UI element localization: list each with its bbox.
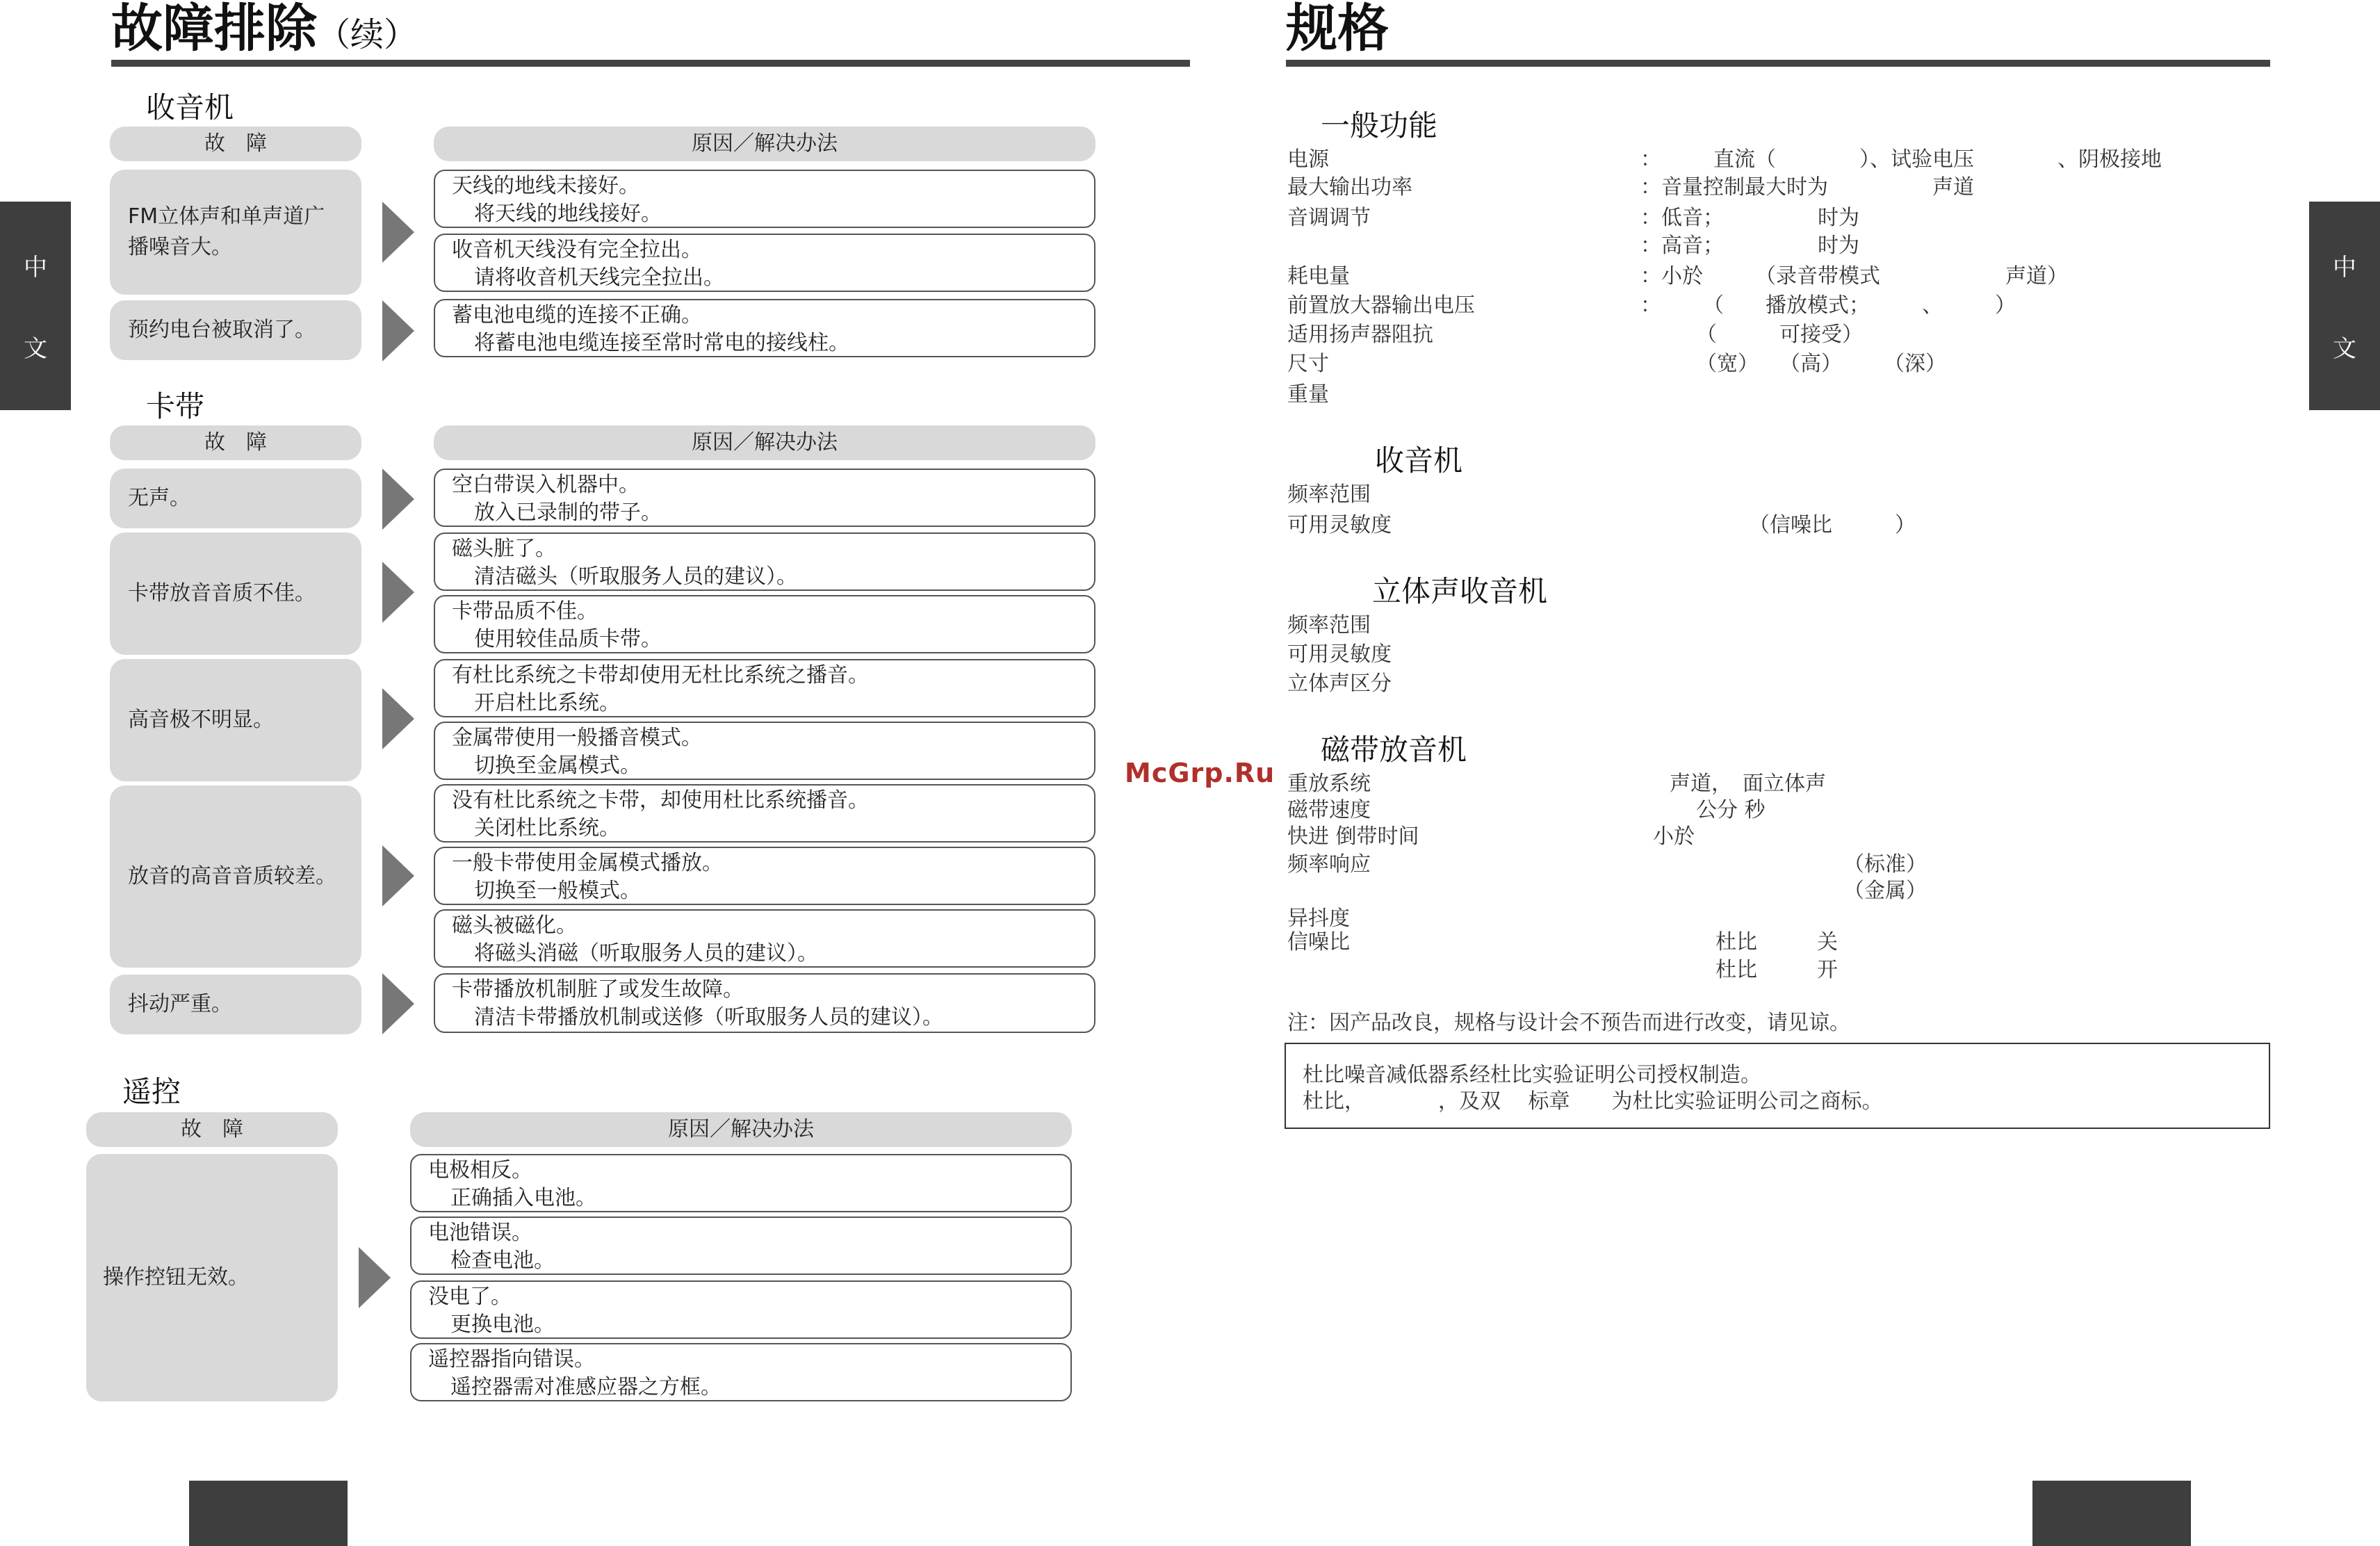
spec-value: 杜比	[1715, 930, 1757, 954]
spec-label: 频率范围	[1287, 613, 1371, 637]
section-heading-stereo: 立体声收音机	[1372, 574, 1548, 608]
cause-text: 磁头脏了。	[452, 537, 556, 561]
cause-box	[434, 784, 1095, 843]
column-header-fault: 故 障	[86, 1112, 338, 1147]
column-header-cause: 原因／解决办法	[434, 127, 1095, 161]
cause-box	[410, 1154, 1072, 1212]
fix-text: 切换至一般模式。	[474, 879, 641, 903]
spec-value: ： （ 播放模式； 、 ）	[1640, 293, 2016, 318]
spec-label: 可用灵敏度	[1287, 642, 1392, 667]
cause-text: 收音机天线没有完全拉出。	[452, 238, 702, 262]
cause-box	[434, 595, 1095, 653]
fix-text: 遥控器需对准感应器之方框。	[450, 1375, 722, 1399]
spec-value: （信噪比 ）	[1749, 513, 1916, 537]
section-heading-radio: 收音机	[146, 90, 234, 124]
cause-text: 电极相反。	[428, 1158, 532, 1182]
arrow-right-icon	[382, 469, 414, 530]
section-heading-radio-spec: 收音机	[1375, 444, 1463, 478]
cause-box	[434, 722, 1095, 780]
problem-cell: FM立体声和单声道广播噪音大。	[110, 170, 361, 295]
fix-text: 清洁磁头（听取服务人员的建议）。	[474, 564, 797, 589]
column-header-fault: 故 障	[110, 425, 361, 460]
cause-box	[434, 170, 1095, 228]
spec-value: 小於	[1653, 824, 1695, 849]
spec-label: 尺寸	[1287, 352, 1329, 376]
cause-box	[434, 909, 1095, 968]
cause-text: 金属带使用一般播音模式。	[452, 726, 702, 750]
title-rule	[111, 60, 1190, 67]
cause-text: 天线的地线未接好。	[452, 174, 639, 198]
spec-value: 开	[1817, 958, 1838, 982]
cause-text: 没有杜比系统之卡带，却使用杜比系统播音。	[452, 788, 869, 813]
arrow-right-icon	[382, 202, 414, 263]
cause-text: 电池错误。	[428, 1221, 532, 1245]
spec-value: ：小於 （录音带模式 声道）	[1640, 264, 2068, 288]
section-heading-general: 一般功能	[1321, 108, 1438, 143]
spec-label: 频率响应	[1287, 852, 1371, 877]
spec-label: 音调调节	[1287, 206, 1371, 230]
problem-cell: 放音的高音音质较差。	[110, 786, 361, 968]
cause-box	[434, 659, 1095, 717]
dolby-trademark-box	[1285, 1043, 2270, 1129]
fix-text: 将天线的地线接好。	[474, 202, 662, 226]
spec-label: 电源	[1287, 147, 1329, 172]
cause-box	[434, 299, 1095, 357]
page-footer-block	[189, 1481, 348, 1546]
spec-label: 耗电量	[1287, 264, 1350, 288]
spec-label: 磁带速度	[1287, 798, 1371, 822]
spec-value: （ 可接受）	[1696, 323, 1863, 347]
cause-text: 一般卡带使用金属模式播放。	[452, 851, 723, 875]
spec-label: 频率范围	[1287, 482, 1371, 507]
dolby-line: 杜比， ，及双 标章 为杜比实验证明公司之商标。	[1303, 1089, 1883, 1114]
spec-label: 异抖度	[1287, 906, 1350, 931]
cause-text: 空白带误入机器中。	[452, 473, 639, 497]
problem-cell: 无声。	[110, 469, 361, 528]
spec-value: 杜比	[1715, 958, 1757, 982]
fix-text: 更换电池。	[450, 1312, 555, 1337]
page-footer-block	[2032, 1481, 2191, 1546]
column-header-fault: 故 障	[110, 127, 361, 161]
page-title-text: 故障排除	[111, 0, 317, 58]
watermark: McGrp.Ru	[1125, 758, 1275, 788]
spec-label: 快进 倒带时间	[1287, 824, 1419, 849]
spec-value: （金属）	[1843, 879, 1927, 903]
cause-box	[434, 847, 1095, 905]
arrow-right-icon	[382, 562, 414, 623]
spec-value: （宽） （高） （深）	[1696, 352, 1946, 376]
spec-label: 最大输出功率	[1287, 175, 1412, 200]
arrow-right-icon	[382, 845, 414, 906]
fix-text: 开启杜比系统。	[474, 691, 620, 715]
column-header-cause: 原因／解决办法	[410, 1112, 1072, 1147]
cause-box	[410, 1343, 1072, 1401]
problem-cell: 抖动严重。	[110, 975, 361, 1034]
spec-label: 重量	[1287, 382, 1329, 407]
spec-value: ： 直流（ ）、试验电压 、阴极接地	[1640, 147, 2162, 172]
spec-label: 立体声区分	[1287, 672, 1392, 696]
spec-value: ：高音； 时为	[1640, 234, 1859, 258]
spec-label: 可用灵敏度	[1287, 513, 1392, 537]
spec-value: ：低音； 时为	[1640, 206, 1859, 230]
spec-value: （标准）	[1843, 852, 1927, 877]
fix-text: 检查电池。	[450, 1248, 555, 1273]
fix-text: 切换至金属模式。	[474, 754, 641, 778]
cause-text: 卡带品质不佳。	[452, 599, 598, 624]
dolby-line: 杜比噪音减低器系经杜比实验证明公司授权制造。	[1303, 1063, 1761, 1087]
problem-cell: 预约电台被取消了。	[110, 300, 361, 360]
fix-text: 将蓄电池电缆连接至常时常电的接线柱。	[474, 331, 849, 355]
page-title-suffix: （续）	[317, 15, 418, 54]
spec-label: 前置放大器输出电压	[1287, 293, 1475, 318]
cause-text: 遥控器指向错误。	[428, 1347, 595, 1372]
section-heading-cassette: 卡带	[146, 389, 205, 423]
fix-text: 关闭杜比系统。	[474, 816, 620, 840]
fix-text: 请将收音机天线完全拉出。	[474, 266, 724, 290]
arrow-right-icon	[382, 973, 414, 1034]
page-title-specifications: 规格	[1286, 0, 1389, 58]
spec-note: 注：因产品改良，规格与设计会不预告而进行改变，请见谅。	[1287, 1011, 1850, 1035]
cause-box	[434, 469, 1095, 527]
side-tab-left	[0, 202, 71, 410]
side-tab-right	[2309, 202, 2380, 410]
cause-text: 有杜比系统之卡带却使用无杜比系统之播音。	[452, 663, 869, 687]
fix-text: 放入已录制的带子。	[474, 501, 662, 525]
problem-cell: 高音极不明显。	[110, 659, 361, 781]
arrow-right-icon	[382, 300, 414, 361]
column-header-cause: 原因／解决办法	[434, 425, 1095, 460]
section-heading-remote: 遥控	[122, 1075, 181, 1109]
fix-text: 清洁卡带播放机制或送修（听取服务人员的建议）。	[474, 1005, 943, 1030]
cause-box	[410, 1217, 1072, 1275]
spec-label: 适用扬声器阻抗	[1287, 323, 1433, 347]
arrow-right-icon	[359, 1247, 391, 1308]
cause-box	[434, 973, 1095, 1033]
title-rule	[1286, 60, 2270, 67]
fix-text: 正确插入电池。	[450, 1186, 596, 1210]
cause-box	[434, 532, 1095, 591]
cause-text: 没电了。	[428, 1285, 512, 1309]
side-tab-char: 文	[24, 334, 47, 363]
cause-text: 蓄电池电缆的连接不正确。	[452, 303, 702, 327]
problem-cell: 操作控钮无效。	[86, 1154, 338, 1401]
side-tab-char: 文	[2333, 334, 2356, 363]
side-tab-char: 中	[2333, 254, 2356, 282]
spec-label: 信噪比	[1287, 930, 1350, 954]
spec-value: 关	[1817, 930, 1838, 954]
side-tab-char: 中	[24, 254, 47, 282]
cause-box	[434, 234, 1095, 292]
fix-text: 使用较佳品质卡带。	[474, 627, 662, 651]
spec-label: 重放系统	[1287, 772, 1371, 796]
page-title-troubleshooting	[111, 0, 418, 58]
problem-cell: 卡带放音音质不佳。	[110, 532, 361, 655]
cause-text: 磁头被磁化。	[452, 913, 577, 938]
cause-text: 卡带播放机制脏了或发生故障。	[452, 977, 744, 1002]
spec-value: 公分 秒	[1696, 798, 1766, 822]
spec-value: ：音量控制最大时为 声道	[1640, 175, 1974, 200]
section-heading-tape: 磁带放音机	[1321, 733, 1467, 767]
fix-text: 将磁头消磁（听取服务人员的建议）。	[474, 941, 818, 966]
spec-value: 声道， 面立体声	[1670, 772, 1826, 796]
cause-box	[410, 1280, 1072, 1339]
arrow-right-icon	[382, 688, 414, 749]
